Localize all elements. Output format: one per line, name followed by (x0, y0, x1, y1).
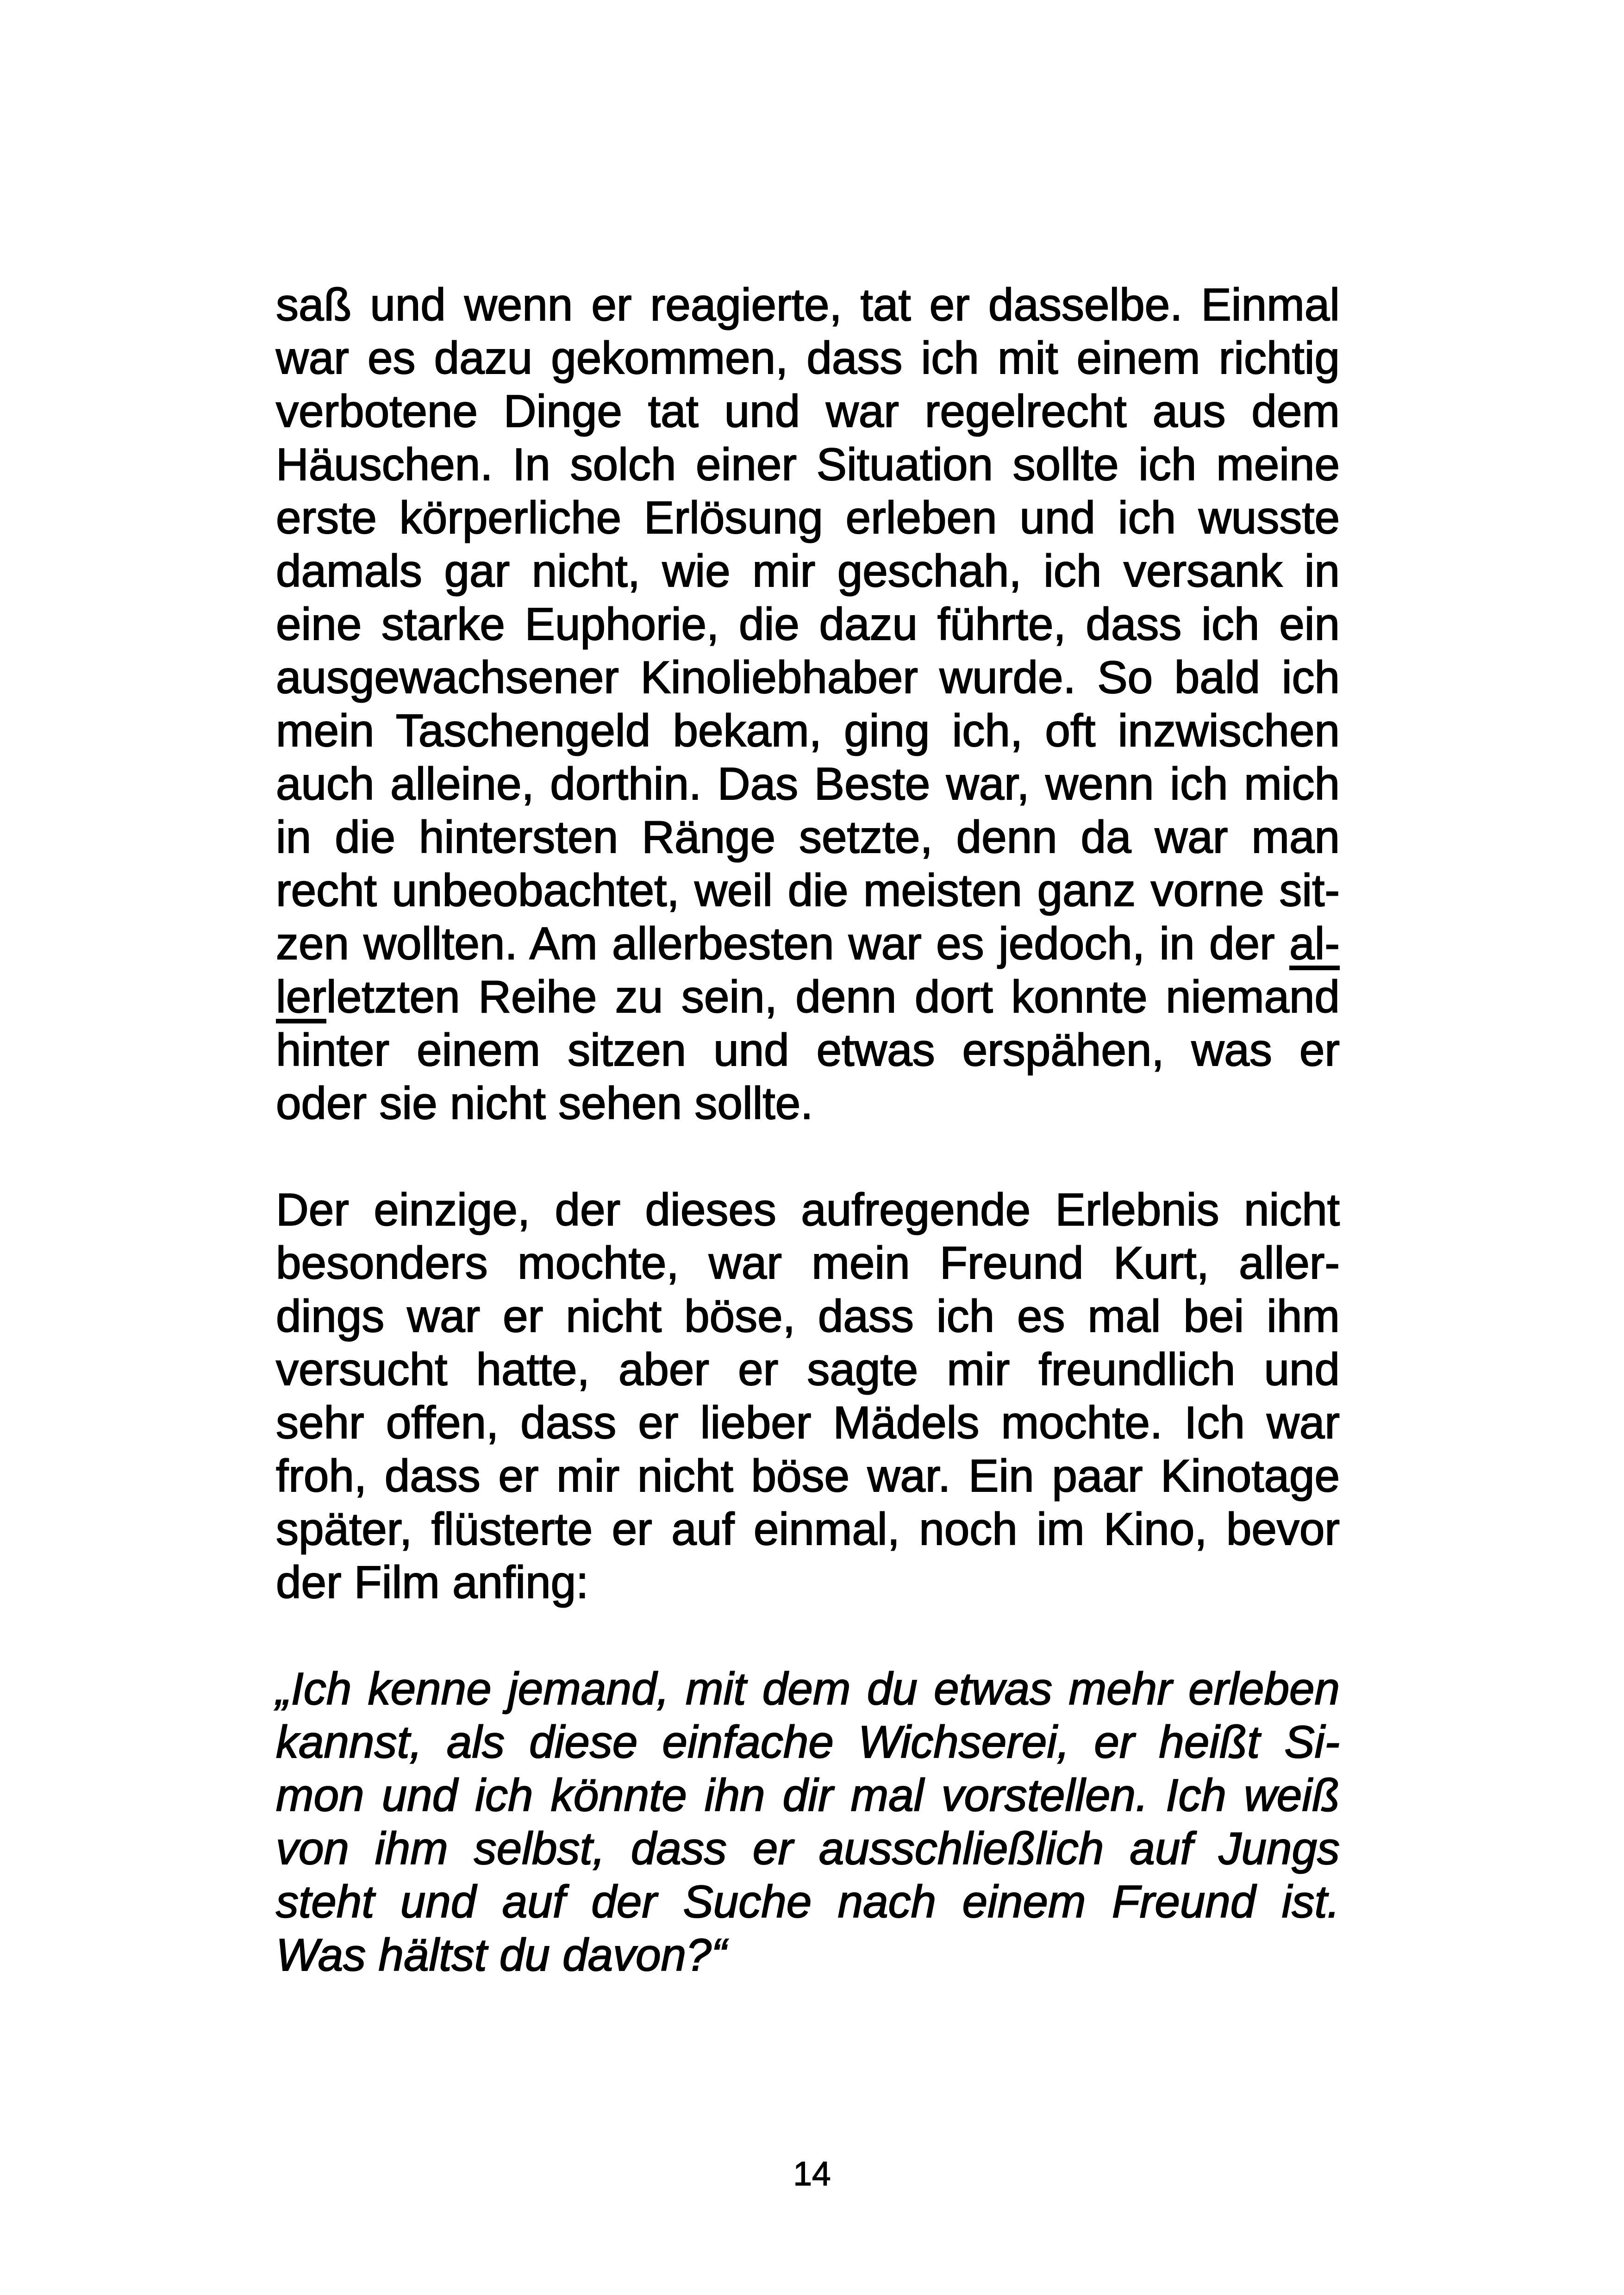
text-line (276, 811, 1340, 864)
text-line (276, 438, 1340, 491)
underlined-text: al- (1289, 918, 1340, 969)
text-line (276, 917, 1340, 970)
text-segment: damals gar nicht, wie mir geschah, ich versank in (276, 545, 1340, 596)
text-segment: letzten Reihe zu sein, denn dort konnte niemand (326, 971, 1340, 1022)
text-line (276, 1077, 1340, 1130)
text-segment: saß und wenn er reagierte, tat er dasselbe. Einmal (276, 279, 1340, 330)
text-segment: war es dazu gekommen, dass ich mit einem richtig (276, 332, 1340, 383)
text-segment: „Ich kenne jemand, mit dem du etwas mehr erleben (276, 1663, 1340, 1714)
text-line (276, 704, 1340, 757)
text-segment: Was hältst du davon?“ (276, 1929, 727, 1980)
text-segment: mon und ich könnte ihn dir mal vorstellen. Ich weiß (276, 1770, 1340, 1821)
text-line (276, 757, 1340, 811)
text-segment: in die hintersten Ränge setzte, denn da war man (276, 811, 1340, 862)
text-segment: versucht hatte, aber er sagte mir freundlich und (276, 1344, 1340, 1395)
text-line (276, 1023, 1340, 1077)
text-line (276, 1449, 1340, 1503)
text-line (276, 1343, 1340, 1396)
text-line (276, 385, 1340, 438)
text-segment: Häuschen. In solch einer Situation sollte ich meine (276, 439, 1340, 490)
paragraph (276, 1183, 1340, 1609)
text-line (276, 278, 1340, 331)
text-segment: kannst, als diese einfache Wichserei, er heißt Si- (276, 1716, 1340, 1767)
text-segment: erste körperliche Erlösung erleben und ich wusste (276, 492, 1340, 543)
text-line (276, 1662, 1340, 1715)
page-number: 14 (793, 2155, 831, 2193)
text-line (276, 1769, 1340, 1822)
text-line (276, 1183, 1340, 1236)
body-text (276, 278, 1340, 1982)
text-line (276, 491, 1340, 544)
text-segment: recht unbeobachtet, weil die meisten ganz vorne sit- (276, 865, 1340, 916)
text-segment: von ihm selbst, dass er ausschließlich auf Jungs (276, 1823, 1340, 1874)
text-line (276, 1875, 1340, 1928)
text-line (276, 651, 1340, 704)
text-segment: froh, dass er mir nicht böse war. Ein paar Kinotage (276, 1450, 1340, 1501)
text-segment: verbotene Dinge tat und war regelrecht aus dem (276, 386, 1340, 437)
text-segment: hinter einem sitzen und etwas erspähen, was er (276, 1024, 1340, 1075)
text-line (276, 331, 1340, 385)
paragraph (276, 1662, 1340, 1982)
text-line (276, 1928, 1340, 1982)
text-segment: Der einzige, der dieses aufregende Erlebnis nicht (276, 1184, 1340, 1235)
text-line (276, 1715, 1340, 1769)
text-segment: zen wollten. Am allerbesten war es jedoch, in der (276, 918, 1290, 969)
text-segment: sehr offen, dass er lieber Mädels mochte. Ich war (276, 1397, 1340, 1448)
text-segment: ausgewachsener Kinoliebhaber wurde. So bald ich (276, 652, 1340, 703)
text-line (276, 598, 1340, 651)
text-line (276, 864, 1340, 917)
text-line (276, 544, 1340, 598)
text-segment: besonders mochte, war mein Freund Kurt, aller- (276, 1237, 1340, 1288)
text-line (276, 1396, 1340, 1449)
text-line (276, 1290, 1340, 1343)
text-line (276, 1503, 1340, 1556)
text-line (276, 1556, 1340, 1609)
text-segment: auch alleine, dorthin. Das Beste war, wenn ich mich (276, 758, 1340, 809)
text-segment: steht und auf der Suche nach einem Freund ist. (276, 1876, 1340, 1927)
text-segment: der Film anfing: (276, 1557, 589, 1608)
text-segment: oder sie nicht sehen sollte. (276, 1078, 813, 1129)
text-segment: eine starke Euphorie, die dazu führte, dass ich ein (276, 599, 1340, 649)
paragraph (276, 278, 1340, 1130)
text-segment: mein Taschengeld bekam, ging ich, oft inzwischen (276, 705, 1340, 756)
text-segment: dings war er nicht böse, dass ich es mal bei ihm (276, 1291, 1340, 1341)
underlined-text: ler (276, 971, 326, 1022)
text-line (276, 1236, 1340, 1290)
text-line (276, 1822, 1340, 1875)
text-line (276, 970, 1340, 1023)
text-segment: später, flüsterte er auf einmal, noch im Kino, bevor (276, 1503, 1340, 1554)
